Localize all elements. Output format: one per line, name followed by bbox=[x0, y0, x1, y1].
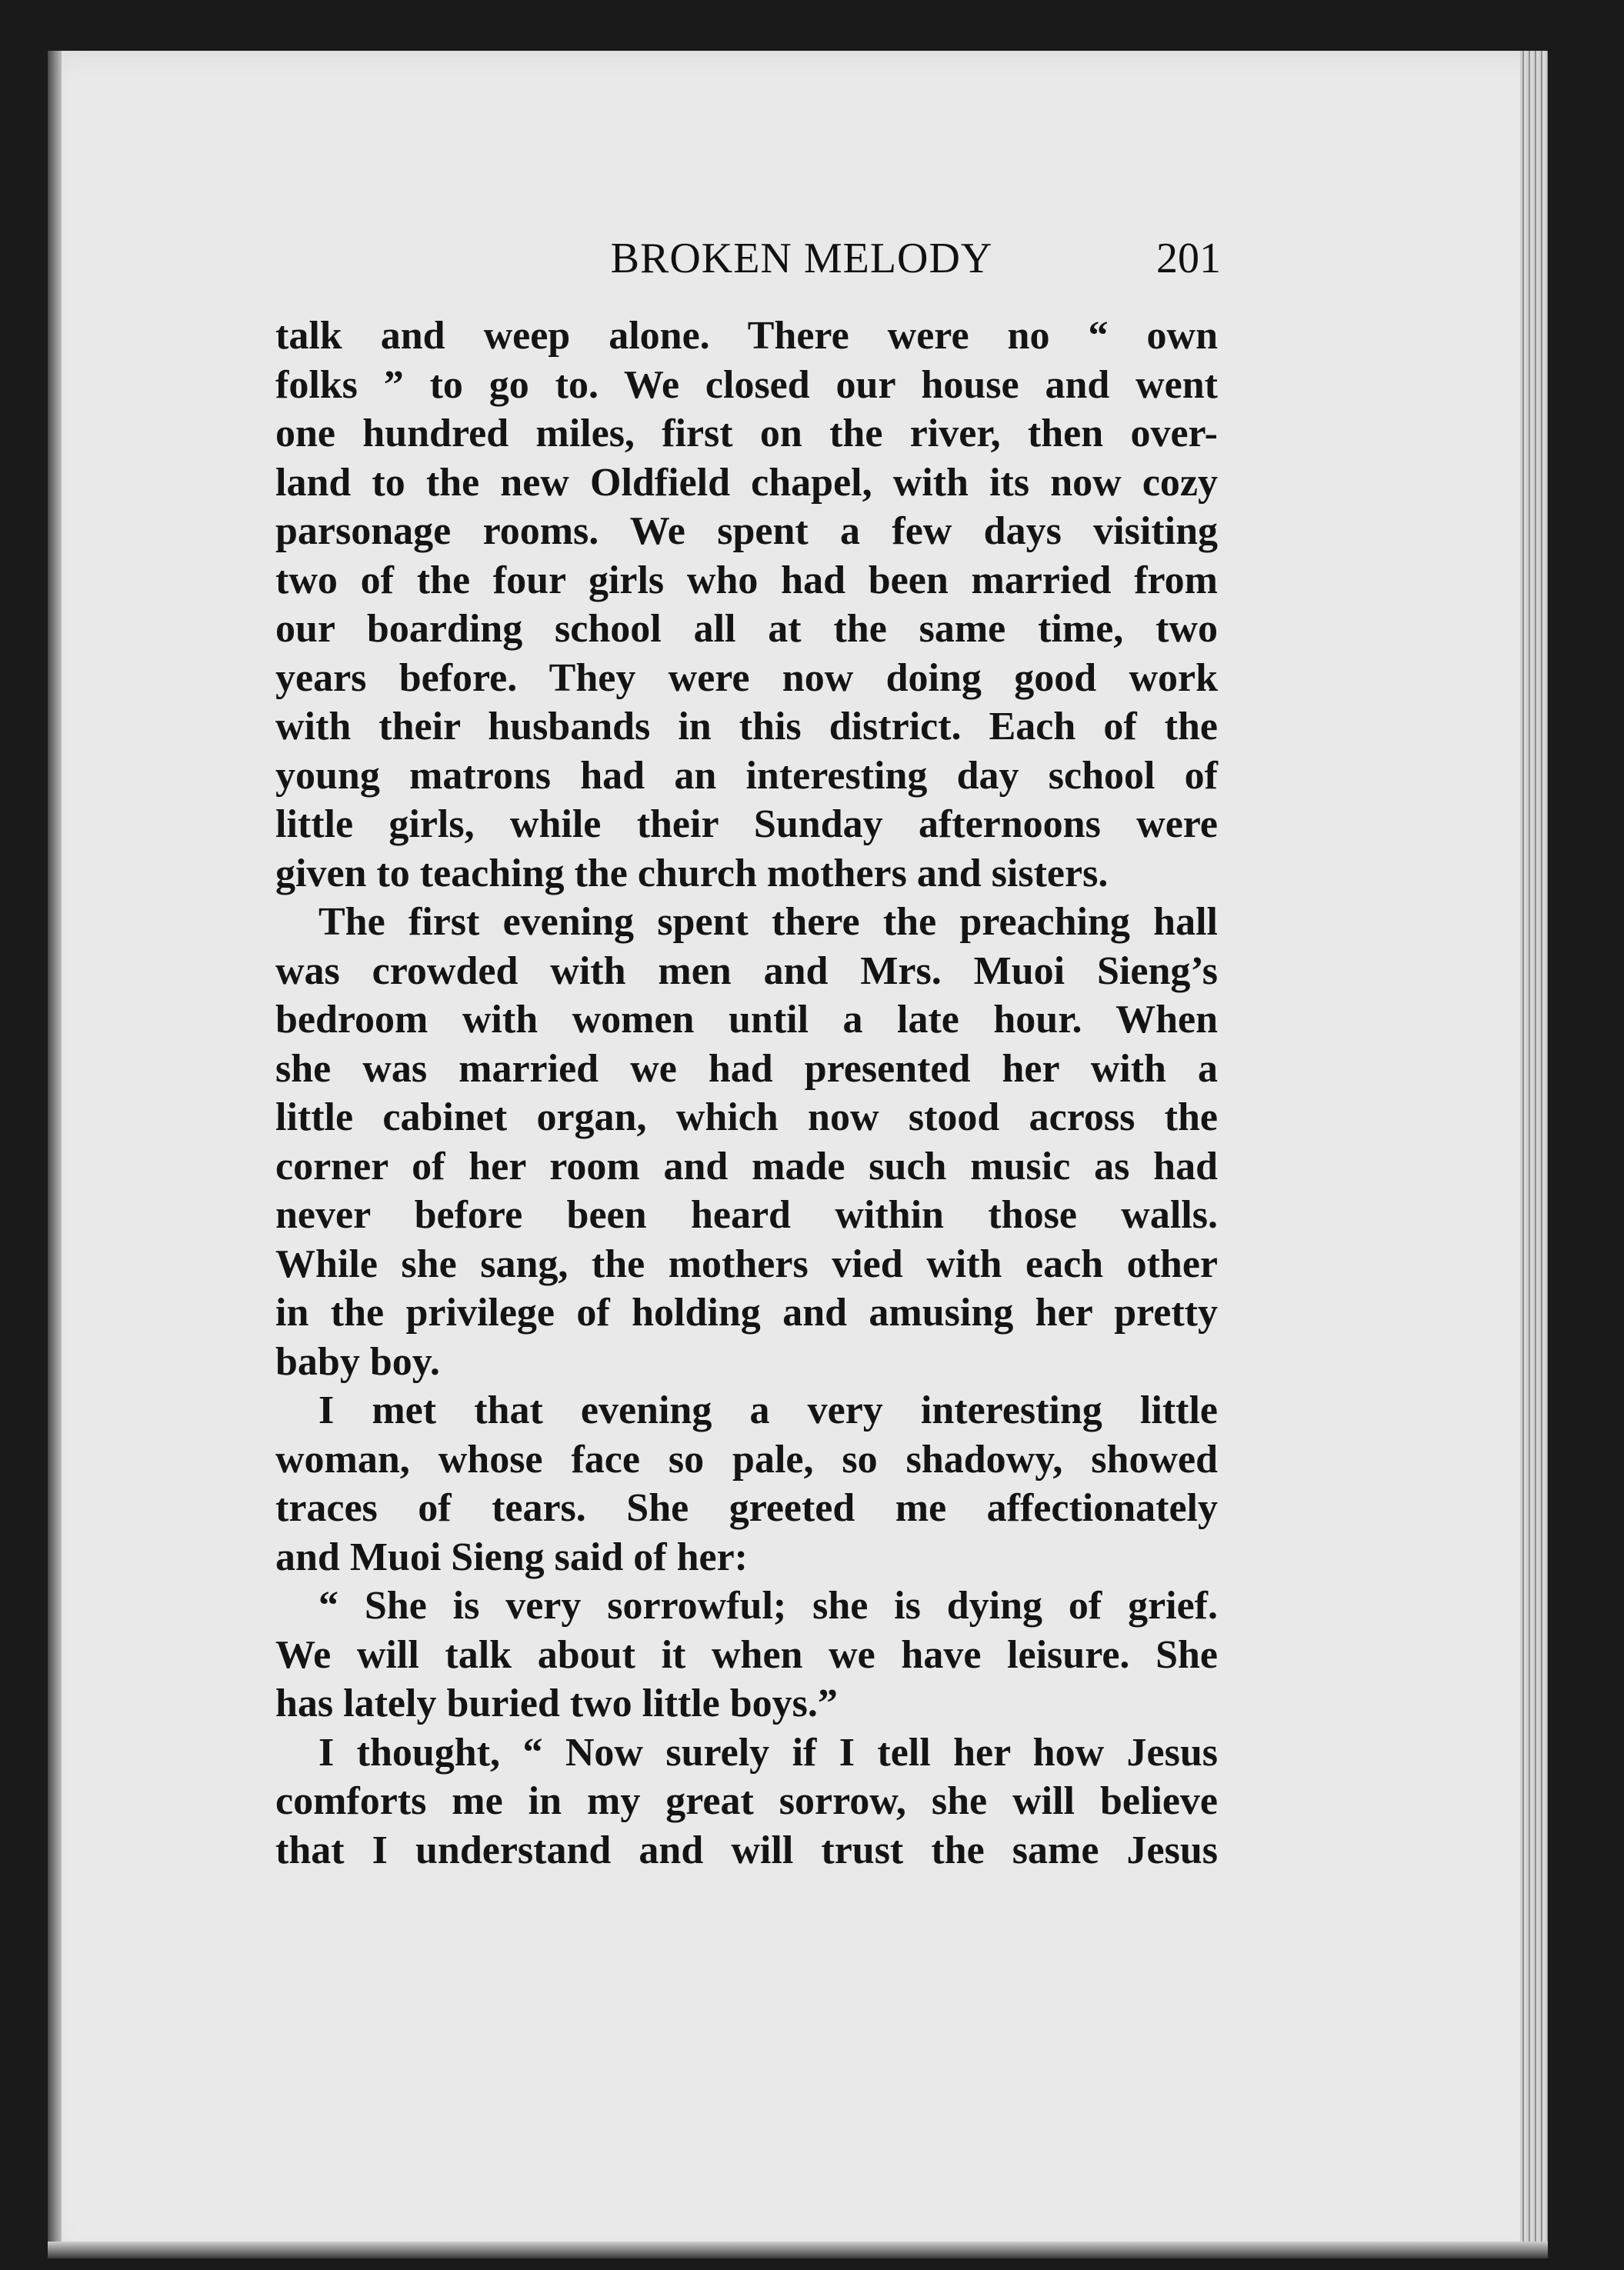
text-line: I thought, “ Now surely if I tell her how Jesus bbox=[318, 1730, 1218, 1775]
text-line: was crowded with men and Mrs. Muoi Sieng’s bbox=[275, 948, 1218, 993]
page-bottom-edge bbox=[48, 2242, 1548, 2258]
text-line: folks ” to go to. We closed our house and went bbox=[275, 362, 1218, 407]
text-line: While she sang, the mothers vied with each other bbox=[275, 1242, 1218, 1286]
running-head: BROKEN MELODY bbox=[610, 235, 993, 282]
text-line: years before. They were now doing good work bbox=[275, 655, 1218, 700]
text-line: and Muoi Sieng said of her: bbox=[275, 1535, 748, 1579]
text-line: two of the four girls who had been married from bbox=[275, 558, 1218, 602]
text-line: has lately buried two little boys.” bbox=[275, 1682, 838, 1725]
text-line: The first evening spent there the preaching hall bbox=[318, 900, 1218, 944]
text-line: woman, whose face so pale, so shadowy, showed bbox=[275, 1437, 1218, 1482]
text-line: young matrons had an interesting day school of bbox=[275, 753, 1218, 798]
page-number: 201 bbox=[1156, 235, 1221, 282]
text-line: little girls, while their Sunday afternoons were bbox=[275, 802, 1218, 846]
text-line: baby boy. bbox=[275, 1339, 440, 1384]
text-line: one hundred miles, first on the river, then over- bbox=[275, 412, 1218, 455]
text-line: bedroom with women until a late hour. When bbox=[275, 998, 1218, 1042]
page-gutter-edge bbox=[48, 51, 62, 2258]
page-fore-edge bbox=[1520, 51, 1548, 2258]
text-line: “ She is very sorrowful; she is dying of grief. bbox=[318, 1584, 1218, 1628]
text-line: corner of her room and made such music as had bbox=[275, 1144, 1218, 1188]
text-line: in the privilege of holding and amusing her pretty bbox=[275, 1291, 1218, 1335]
text-line: little cabinet organ, which now stood across the bbox=[275, 1095, 1218, 1139]
text-line: traces of tears. She greeted me affectionately bbox=[275, 1486, 1218, 1530]
body-text bbox=[275, 312, 1218, 1875]
text-line: parsonage rooms. We spent a few days visiting bbox=[275, 509, 1218, 553]
text-line: land to the new Oldfield chapel, with its now cozy bbox=[275, 460, 1218, 505]
text-line: I met that evening a very interesting little bbox=[318, 1388, 1218, 1432]
text-line: talk and weep alone. There were no “ own bbox=[275, 314, 1218, 358]
text-line: never before been heard within those walls. bbox=[275, 1193, 1218, 1237]
page-header bbox=[486, 234, 1221, 295]
text-line: given to teaching the church mothers and sisters. bbox=[275, 851, 1109, 895]
text-line: with their husbands in this district. Each of the bbox=[275, 705, 1218, 748]
text-line: comforts me in my great sorrow, she will believe bbox=[275, 1779, 1218, 1823]
text-line: that I understand and will trust the same Jesus bbox=[275, 1828, 1218, 1872]
text-line: she was married we had presented her with a bbox=[275, 1046, 1218, 1091]
text-line: our boarding school all at the same time, two bbox=[275, 607, 1218, 651]
text-line: We will talk about it when we have leisure. She bbox=[275, 1632, 1218, 1677]
